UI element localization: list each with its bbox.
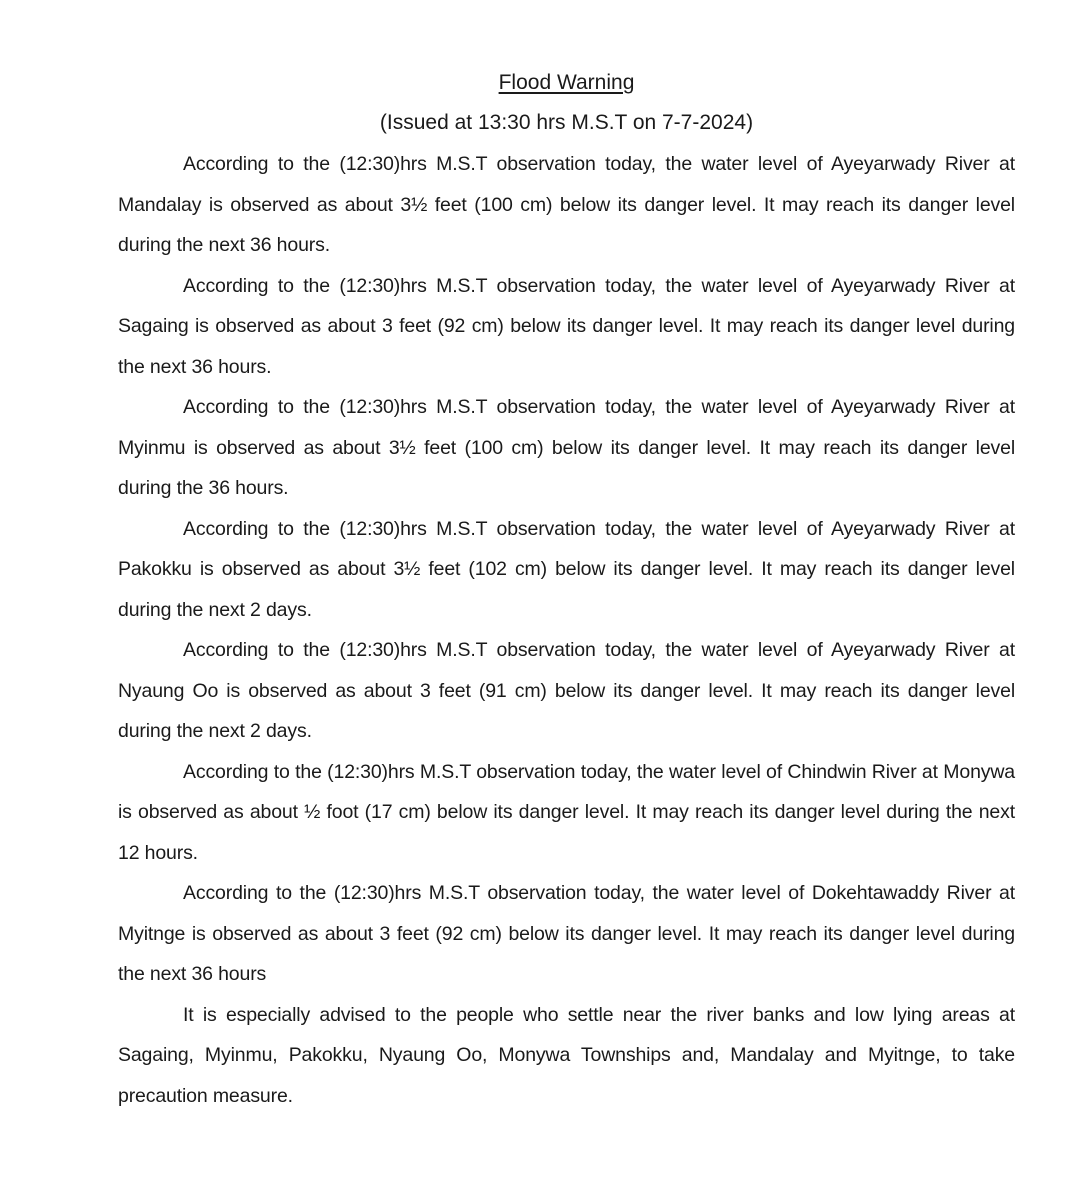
document-title: Flood Warning (498, 71, 635, 94)
paragraph-monywa: According to the (12:30)hrs M.S.T observation today, the water level of Chindwin River at Monywa is observed as about ½ foot (17 cm) below its danger level. It may reach its danger level during the next 12 hours. (118, 760, 1015, 864)
paragraph-advisory: It is especially advised to the people who settle near the river banks and low lying areas at Sagaing, Myinmu, Pakokku, Nyaung Oo, Monywa Townships and, Mandalay and Myitnge, to take precaution measure. (118, 1003, 1015, 1107)
paragraph-myinmu: According to the (12:30)hrs M.S.T observation today, the water level of Ayeyarwady River at Myinmu is observed as about 3½ feet (100 cm) below its danger level. It may reach its danger level during the 36 hours. (118, 396, 1015, 499)
paragraph-mandalay: According to the (12:30)hrs M.S.T observation today, the water level of Ayeyarwady River at Mandalay is observed as about 3½ feet (100 cm) below its danger level. It may reach its danger level during the next 36 hours. (118, 153, 1015, 256)
issue-time: (Issued at 13:30 hrs M.S.T on 7-7-2024) (379, 111, 754, 134)
paragraph-nyaung-oo: According to the (12:30)hrs M.S.T observation today, the water level of Ayeyarwady River at Nyaung Oo is observed as about 3 feet (91 cm) below its danger level. It may reach its danger level during the next 2 days. (118, 639, 1015, 742)
paragraph-sagaing: According to the (12:30)hrs M.S.T observation today, the water level of Ayeyarwady River at Sagaing is observed as about 3 feet (92 cm) below its danger level. It may reach its danger level during the next 36 hours. (118, 274, 1015, 378)
flood-warning-document (118, 64, 1015, 1116)
paragraph-pakokku: According to the (12:30)hrs M.S.T observation today, the water level of Ayeyarwady River at Pakokku is observed as about 3½ feet (102 cm) below its danger level. It may reach its danger level during the next 2 days. (118, 517, 1015, 621)
paragraph-myitnge: According to the (12:30)hrs M.S.T observation today, the water level of Dokehtawaddy River at Myitnge is observed as about 3 feet (92 cm) below its danger level. It may reach its danger level during the next 36 hours (118, 882, 1015, 985)
